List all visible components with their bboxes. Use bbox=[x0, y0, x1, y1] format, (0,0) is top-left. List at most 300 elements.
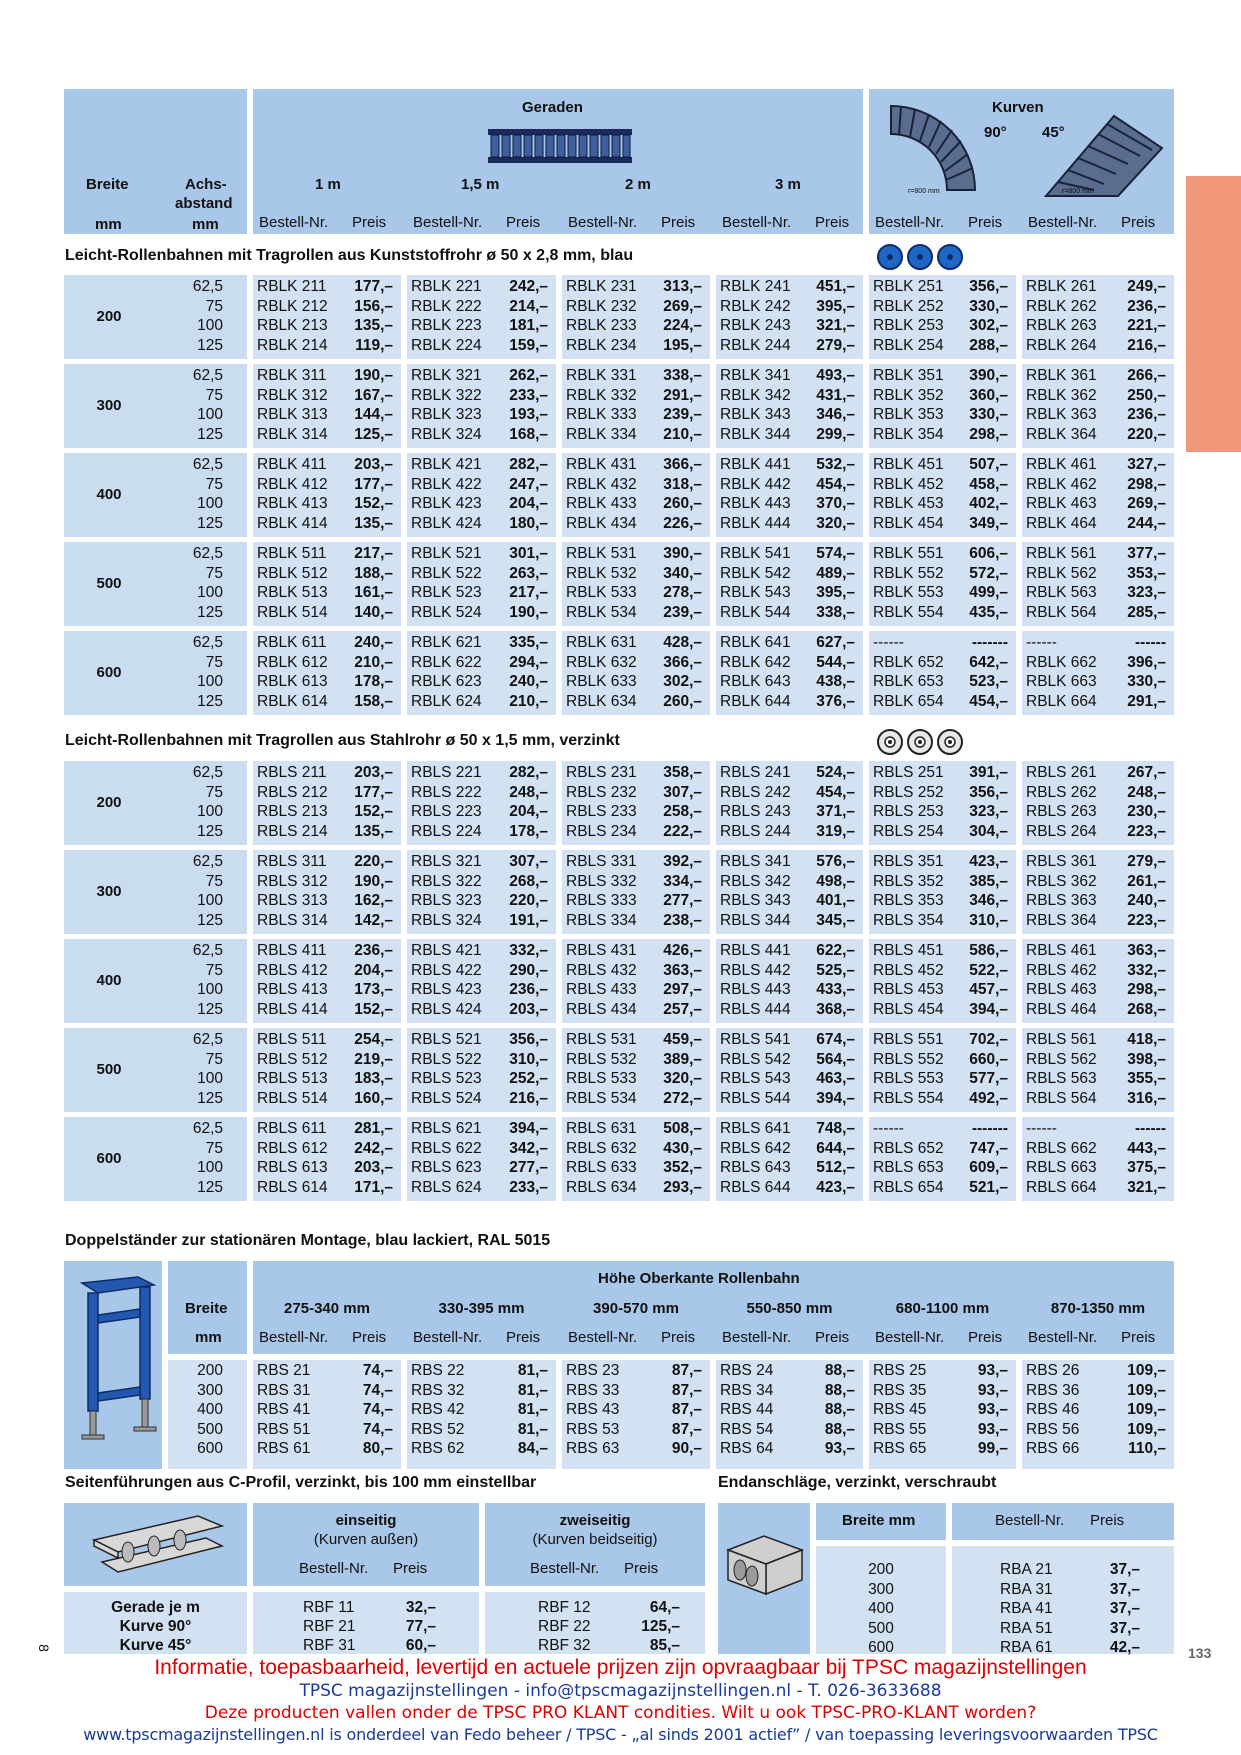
price-cell: 272,– bbox=[663, 1089, 702, 1107]
price-cell: 342,– bbox=[509, 1139, 548, 1157]
price-cell: 377,– bbox=[1127, 545, 1166, 562]
price-cell: 451,– bbox=[816, 278, 855, 295]
price-cell: 236,– bbox=[509, 981, 548, 998]
bestell-nr-cell: RBLK 323 bbox=[411, 406, 482, 423]
header-kurve-90: 90° bbox=[984, 124, 1007, 141]
price-cell: 524,– bbox=[816, 764, 855, 781]
price-cell: 327,– bbox=[1127, 456, 1166, 473]
achsabstand-value: 62,5 bbox=[192, 853, 223, 870]
achsabstand-value: 62,5 bbox=[192, 1031, 223, 1048]
bestell-nr-cell: RBLK 531 bbox=[566, 545, 637, 562]
price-cell: 258,– bbox=[663, 803, 702, 820]
bestell-nr-cell: RBLS 352 bbox=[873, 872, 944, 890]
bestell-nr-cell: RBLS 344 bbox=[720, 911, 791, 929]
price-cell: 302,– bbox=[663, 673, 702, 690]
stand-bestell-cell: RBS 66 bbox=[1026, 1440, 1080, 1457]
stand-bestell-cell: RBS 25 bbox=[873, 1362, 927, 1379]
bestell-nr-cell: RBLS 623 bbox=[411, 1159, 482, 1176]
header-bestell-col: Bestell-Nr. bbox=[722, 214, 792, 231]
bestell-nr-cell: RBLS 332 bbox=[566, 872, 637, 890]
stand-price-cell: 93,– bbox=[977, 1362, 1008, 1379]
bestell-nr-cell: RBLK 364 bbox=[1026, 425, 1097, 443]
endstop-bestell-cell: RBA 31 bbox=[1000, 1580, 1053, 1598]
price-cell: 242,– bbox=[354, 1139, 393, 1157]
price-cell: 293,– bbox=[663, 1178, 702, 1196]
bestell-nr-cell: RBLK 334 bbox=[566, 425, 637, 443]
bestell-nr-cell: RBLK 441 bbox=[720, 456, 791, 473]
bestell-nr-cell: RBLK 422 bbox=[411, 475, 482, 493]
price-cell: 376,– bbox=[816, 692, 855, 710]
achsabstand-value: 125 bbox=[197, 1178, 223, 1196]
bestell-nr-cell: RBLS 251 bbox=[873, 764, 944, 781]
price-cell: 302,– bbox=[969, 317, 1008, 334]
bestell-nr-cell: RBLK 553 bbox=[873, 584, 944, 601]
price-cell: 433,– bbox=[816, 981, 855, 998]
bestell-nr-cell: RBLS 511 bbox=[257, 1031, 327, 1048]
price-cell: 622,– bbox=[816, 942, 855, 959]
bestell-nr-cell: RBLS 542 bbox=[720, 1050, 791, 1068]
bestell-nr-cell: RBLS 521 bbox=[411, 1031, 482, 1048]
bestell-nr-cell: RBLK 634 bbox=[566, 692, 637, 710]
price-cell: 385,– bbox=[969, 872, 1008, 890]
bestell-nr-cell: RBLK 551 bbox=[873, 545, 944, 562]
price-cell: 177,– bbox=[354, 475, 393, 493]
bestell-nr-cell: RBLS 253 bbox=[873, 803, 944, 820]
bestell-nr-cell: RBLK 621 bbox=[411, 634, 482, 651]
bestell-nr-cell: RBLS 313 bbox=[257, 892, 328, 909]
bestell-nr-cell: RBLS 633 bbox=[566, 1159, 637, 1176]
stand-price-cell: 93,– bbox=[824, 1440, 855, 1457]
stand-price-cell: 110,– bbox=[1128, 1440, 1166, 1457]
price-cell: 396,– bbox=[1127, 653, 1166, 671]
achsabstand-value: 100 bbox=[197, 673, 223, 690]
bestell-nr-cell: RBLS 412 bbox=[257, 961, 328, 979]
stand-bestell-cell: RBS 63 bbox=[566, 1440, 620, 1457]
header-len-15m: 1,5 m bbox=[461, 176, 500, 193]
price-cell: 572,– bbox=[969, 564, 1008, 582]
price-cell: 230,– bbox=[1127, 803, 1166, 820]
bestell-nr-cell: RBLK 321 bbox=[411, 367, 482, 384]
bestell-nr-cell: RBLS 543 bbox=[720, 1070, 791, 1087]
price-cell: 394,– bbox=[509, 1120, 548, 1137]
bestell-nr-cell: RBLK 241 bbox=[720, 278, 791, 295]
price-cell: 368,– bbox=[816, 1000, 855, 1018]
bestell-nr-cell: RBLK 641 bbox=[720, 634, 791, 651]
bestell-nr-cell: RBLS 361 bbox=[1026, 853, 1097, 870]
price-cell: 220,– bbox=[509, 892, 548, 909]
price-cell: 390,– bbox=[663, 545, 702, 562]
price-cell: 493,– bbox=[816, 367, 855, 384]
stand-price-cell: 88,– bbox=[824, 1401, 855, 1418]
price-cell: 321,– bbox=[1127, 1178, 1166, 1196]
section2-title: Leicht-Rollenbahnen mit Tragrollen aus Stahlrohr ø 50 x 1,5 mm, verzinkt bbox=[65, 732, 620, 749]
stand-bestell-cell: RBS 23 bbox=[566, 1362, 620, 1379]
bestell-nr-cell: RBLK 624 bbox=[411, 692, 482, 710]
price-cell: 190,– bbox=[354, 872, 393, 890]
price-cell: 160,– bbox=[354, 1089, 393, 1107]
bestell-nr-cell: RBLK 623 bbox=[411, 673, 482, 690]
bestell-nr-cell: RBLK 363 bbox=[1026, 406, 1097, 423]
stand-range-label: 390-570 mm bbox=[593, 1300, 679, 1317]
bestell-nr-cell: RBLS 564 bbox=[1026, 1089, 1097, 1107]
bestell-nr-cell: RBLS 652 bbox=[873, 1139, 944, 1157]
section4-title: Seitenführungen aus C-Profil, verzinkt, bis 100 mm einstellbar bbox=[65, 1474, 537, 1491]
price-cell: 267,– bbox=[1127, 764, 1166, 781]
price-cell: 168,– bbox=[509, 425, 548, 443]
stand-price-cell: 109,– bbox=[1127, 1381, 1166, 1399]
price-cell: 240,– bbox=[509, 673, 548, 690]
stand-price-cell: 109,– bbox=[1127, 1362, 1166, 1379]
guide-row-label: Kurve 90° bbox=[119, 1618, 192, 1635]
group-breite-value: 500 bbox=[96, 1061, 122, 1078]
bestell-nr-cell: RBLS 243 bbox=[720, 803, 791, 820]
guide-price-cell: 125,– bbox=[641, 1618, 680, 1635]
price-cell: 335,– bbox=[509, 634, 548, 651]
stand-preis-label: Preis bbox=[352, 1329, 387, 1346]
price-cell: 279,– bbox=[1127, 853, 1166, 870]
bestell-nr-cell: RBLS 612 bbox=[257, 1139, 328, 1157]
bestell-nr-cell: RBLS 443 bbox=[720, 981, 791, 998]
bestell-nr-cell: RBLS 263 bbox=[1026, 803, 1097, 820]
price-cell: 454,– bbox=[816, 783, 855, 801]
price-cell: 250,– bbox=[1127, 386, 1166, 404]
price-cell: 320,– bbox=[663, 1070, 702, 1087]
price-cell: 340,– bbox=[663, 564, 702, 582]
bestell-nr-cell: RBLS 231 bbox=[566, 764, 637, 781]
price-cell: 281,– bbox=[354, 1120, 393, 1137]
bestell-nr-cell: RBLS 341 bbox=[720, 853, 791, 870]
stand-price-cell: 88,– bbox=[824, 1420, 855, 1438]
header-bestell-col: Bestell-Nr. bbox=[1028, 214, 1098, 231]
price-cell: 418,– bbox=[1127, 1031, 1166, 1048]
bestell-nr-cell: RBLS 561 bbox=[1026, 1031, 1097, 1048]
price-cell: 195,– bbox=[663, 336, 702, 354]
stand-preis-label: Preis bbox=[1121, 1329, 1156, 1346]
bestell-nr-cell: RBLS 362 bbox=[1026, 872, 1097, 890]
price-cell: 463,– bbox=[816, 1070, 855, 1087]
bestell-nr-cell: RBLK 644 bbox=[720, 692, 791, 710]
stand-price-cell: 109,– bbox=[1127, 1420, 1166, 1438]
price-cell: 499,– bbox=[969, 584, 1008, 601]
bestell-nr-cell: RBLK 521 bbox=[411, 545, 482, 562]
bestell-nr-cell: RBLK 652 bbox=[873, 653, 944, 671]
bestell-nr-cell: RBLS 621 bbox=[411, 1120, 482, 1137]
bestell-nr-cell: RBLS 531 bbox=[566, 1031, 637, 1048]
price-cell: 239,– bbox=[663, 603, 702, 621]
bestell-nr-cell: RBLK 562 bbox=[1026, 564, 1097, 582]
stand-range-label: 550-850 mm bbox=[746, 1300, 833, 1317]
header-preis-col: Preis bbox=[815, 214, 850, 231]
price-cell: 219,– bbox=[354, 1050, 393, 1068]
price-cell: 119,– bbox=[355, 336, 393, 354]
price-cell: 277,– bbox=[509, 1159, 548, 1176]
price-cell: 152,– bbox=[354, 495, 393, 512]
stand-breite-value: 600 bbox=[197, 1440, 223, 1457]
price-cell: 323,– bbox=[969, 803, 1008, 820]
bestell-nr-cell: RBLS 234 bbox=[566, 822, 637, 840]
price-cell: 544,– bbox=[816, 653, 855, 671]
bestell-nr-cell: RBLS 413 bbox=[257, 981, 328, 998]
endstop-bestell-label: Bestell-Nr. bbox=[995, 1512, 1065, 1529]
achsabstand-value: 62,5 bbox=[192, 278, 223, 295]
bestell-nr-cell: RBLK 654 bbox=[873, 692, 944, 710]
price-cell: 366,– bbox=[663, 653, 702, 671]
price-cell: 426,– bbox=[663, 942, 702, 959]
achsabstand-value: 100 bbox=[197, 1159, 223, 1176]
stand-bestell-cell: RBS 22 bbox=[411, 1362, 465, 1379]
price-cell: 203,– bbox=[354, 764, 393, 781]
price-cell: 304,– bbox=[969, 822, 1008, 840]
price-cell: 492,– bbox=[969, 1089, 1008, 1107]
stand-bestell-cell: RBS 31 bbox=[257, 1381, 311, 1399]
price-cell: 390,– bbox=[969, 367, 1008, 384]
price-cell: 358,– bbox=[663, 764, 702, 781]
achsabstand-value: 100 bbox=[197, 803, 223, 820]
bestell-nr-cell: RBLK 264 bbox=[1026, 336, 1097, 354]
stand-bestell-cell: RBS 65 bbox=[873, 1440, 927, 1457]
price-cell: 642,– bbox=[969, 653, 1008, 671]
bestell-nr-cell: RBLS 641 bbox=[720, 1120, 791, 1137]
price-cell: 307,– bbox=[509, 853, 548, 870]
price-cell: 203,– bbox=[354, 1159, 393, 1176]
endstop-price-cell: 37,– bbox=[1109, 1619, 1140, 1637]
bestell-nr-cell: RBLK 244 bbox=[720, 336, 791, 354]
price-cell: 252,– bbox=[509, 1070, 548, 1087]
bestell-nr-cell: RBLK 322 bbox=[411, 386, 482, 404]
price-cell: 334,– bbox=[663, 872, 702, 890]
price-cell: 247,– bbox=[509, 475, 548, 493]
header-bestell-col: Bestell-Nr. bbox=[568, 214, 638, 231]
price-cell: 260,– bbox=[663, 495, 702, 512]
guide-einseitig-sub: (Kurven außen) bbox=[313, 1531, 419, 1548]
bestell-nr-cell: RBLK 643 bbox=[720, 673, 791, 690]
price-cell: 298,– bbox=[969, 425, 1008, 443]
price-cell: 190,– bbox=[354, 367, 393, 384]
guide-price-cell: 77,– bbox=[405, 1618, 436, 1635]
bestell-nr-cell: RBLS 424 bbox=[411, 1000, 482, 1018]
stand-price-cell: 93,– bbox=[977, 1420, 1008, 1438]
bestell-nr-cell: RBLK 463 bbox=[1026, 495, 1097, 512]
bestell-nr-cell: RBLK 622 bbox=[411, 653, 482, 671]
header-abstand: abstand bbox=[175, 195, 233, 212]
bestell-nr-cell: RBLK 653 bbox=[873, 673, 944, 690]
price-cell: 346,– bbox=[816, 406, 855, 423]
stand-bestell-label: Bestell-Nr. bbox=[568, 1329, 638, 1346]
price-cell: 240,– bbox=[1127, 892, 1166, 909]
stand-bestell-cell: RBS 32 bbox=[411, 1381, 465, 1399]
bestell-nr-cell: RBLK 224 bbox=[411, 336, 482, 354]
stahl-roller-icons bbox=[876, 728, 966, 756]
bestell-nr-cell: RBLS 423 bbox=[411, 981, 482, 998]
bestell-nr-cell: RBLK 331 bbox=[566, 367, 637, 384]
price-cell: 152,– bbox=[354, 803, 393, 820]
bestell-nr-cell: RBLK 552 bbox=[873, 564, 944, 582]
group-breite-value: 600 bbox=[96, 664, 122, 681]
price-cell: 204,– bbox=[509, 803, 548, 820]
price-cell: 577,– bbox=[969, 1070, 1008, 1087]
achsabstand-value: 125 bbox=[197, 603, 223, 621]
price-cell: 279,– bbox=[816, 336, 855, 354]
bestell-nr-cell: RBLK 511 bbox=[257, 545, 327, 562]
price-cell: 178,– bbox=[354, 673, 393, 690]
price-cell: 178,– bbox=[509, 822, 548, 840]
bestell-nr-cell: RBLK 344 bbox=[720, 425, 791, 443]
stand-price-cell: 74,– bbox=[362, 1420, 393, 1438]
stand-bestell-cell: RBS 51 bbox=[257, 1420, 311, 1438]
bestell-nr-cell: RBLS 311 bbox=[257, 853, 327, 870]
endstop-price-cell: 37,– bbox=[1109, 1600, 1140, 1617]
stand-bestell-label: Bestell-Nr. bbox=[259, 1329, 329, 1346]
bestell-nr-cell: RBLS 321 bbox=[411, 853, 482, 870]
price-cell: 217,– bbox=[354, 545, 393, 562]
price-cell: 330,– bbox=[969, 297, 1008, 315]
footer-pro-klant: Deze producten vallen onder de TPSC PRO KLANT condities. Wilt u ook TPSC-PRO-KLANT worden? bbox=[204, 1703, 1037, 1723]
price-cell: 290,– bbox=[509, 961, 548, 979]
price-cell: 236,– bbox=[1127, 406, 1166, 423]
price-cell: 210,– bbox=[509, 692, 548, 710]
bestell-nr-cell: RBLK 342 bbox=[720, 386, 791, 404]
price-cell: 161,– bbox=[354, 584, 393, 601]
bestell-nr-cell: RBLS 654 bbox=[873, 1178, 944, 1196]
stand-bestell-cell: RBS 26 bbox=[1026, 1362, 1080, 1379]
header-breite-block bbox=[64, 89, 247, 234]
bestell-nr-cell: RBLK 554 bbox=[873, 603, 944, 621]
group-breite-value: 200 bbox=[96, 308, 122, 325]
price-cell: 216,– bbox=[1127, 336, 1166, 354]
bestell-nr-cell: RBLK 231 bbox=[566, 278, 637, 295]
price-cell: 152,– bbox=[354, 1000, 393, 1018]
page-number-left: 8 bbox=[35, 1644, 52, 1652]
price-cell: 363,– bbox=[663, 961, 702, 979]
bestell-nr-cell: RBLS 532 bbox=[566, 1050, 637, 1068]
stand-price-cell: 93,– bbox=[977, 1381, 1008, 1399]
bestell-nr-cell: RBLS 634 bbox=[566, 1178, 637, 1196]
stand-breite-label: Breite bbox=[185, 1300, 228, 1317]
price-cell: 330,– bbox=[969, 406, 1008, 423]
bestell-nr-cell: RBLS 312 bbox=[257, 872, 328, 890]
price-cell: 454,– bbox=[969, 692, 1008, 710]
bestell-nr-cell: RBLS 261 bbox=[1026, 764, 1097, 781]
bestell-nr-cell: RBLK 353 bbox=[873, 406, 944, 423]
bestell-nr-cell: RBLK 631 bbox=[566, 634, 637, 651]
price-cell: 507,– bbox=[969, 456, 1008, 473]
bestell-nr-cell: RBLK 664 bbox=[1026, 692, 1097, 710]
stand-preis-label: Preis bbox=[968, 1329, 1003, 1346]
price-cell: 156,– bbox=[354, 297, 393, 315]
price-cell: 268,– bbox=[509, 872, 548, 890]
bestell-nr-cell: RBLK 461 bbox=[1026, 456, 1097, 473]
endstop-price-cell: 37,– bbox=[1109, 1561, 1140, 1578]
bestell-nr-cell: RBLS 433 bbox=[566, 981, 637, 998]
stand-bestell-cell: RBS 36 bbox=[1026, 1381, 1080, 1399]
bestell-nr-cell: RBLS 323 bbox=[411, 892, 482, 909]
price-cell: 301,– bbox=[509, 545, 548, 562]
bestell-nr-cell: RBLS 223 bbox=[411, 803, 482, 820]
price-cell: 394,– bbox=[969, 1000, 1008, 1018]
bestell-nr-cell: RBLS 454 bbox=[873, 1000, 944, 1018]
bestell-nr-cell: RBLK 454 bbox=[873, 514, 944, 532]
price-cell: 269,– bbox=[663, 297, 702, 315]
price-cell: 319,– bbox=[816, 822, 855, 840]
price-cell: 660,– bbox=[969, 1050, 1008, 1068]
bestell-nr-cell: RBLK 431 bbox=[566, 456, 637, 473]
group-breite-value: 200 bbox=[96, 794, 122, 811]
header-bestell-col: Bestell-Nr. bbox=[413, 214, 483, 231]
bestell-nr-cell: RBLK 564 bbox=[1026, 603, 1097, 621]
price-cell: 366,– bbox=[663, 456, 702, 473]
price-cell: 316,– bbox=[1127, 1089, 1166, 1107]
bestell-nr-cell: RBLK 443 bbox=[720, 495, 791, 512]
footer-contact: TPSC magazijnstellingen - info@tpscmagazijnstellingen.nl - T. 026-3633688 bbox=[299, 1681, 942, 1701]
bestell-nr-cell: RBLS 462 bbox=[1026, 961, 1097, 979]
guide-preis-2: Preis bbox=[624, 1560, 659, 1577]
bestell-nr-cell: RBLK 253 bbox=[873, 317, 944, 334]
bestell-nr-cell: RBLK 261 bbox=[1026, 278, 1097, 295]
stand-bestell-cell: RBS 62 bbox=[411, 1440, 465, 1457]
bestell-nr-cell: RBLK 211 bbox=[257, 278, 327, 295]
bestell-nr-cell: RBLK 662 bbox=[1026, 653, 1097, 671]
achsabstand-value: 125 bbox=[197, 692, 223, 710]
stand-bestell-cell: RBS 43 bbox=[566, 1401, 620, 1418]
header-preis-col: Preis bbox=[968, 214, 1003, 231]
achsabstand-value: 100 bbox=[197, 495, 223, 512]
stand-price-cell: 81,– bbox=[517, 1401, 548, 1418]
header-r800-b: r=800 mm bbox=[1062, 188, 1094, 195]
bestell-nr-cell: RBLK 611 bbox=[257, 634, 327, 651]
bestell-nr-cell: RBLS 262 bbox=[1026, 783, 1097, 801]
price-cell: 135,– bbox=[354, 822, 393, 840]
achsabstand-value: 100 bbox=[197, 981, 223, 998]
header-len-2m: 2 m bbox=[625, 176, 651, 193]
header-r800-a: r=800 mm bbox=[908, 188, 940, 195]
bestell-nr-cell: RBLS 364 bbox=[1026, 911, 1097, 929]
price-cell: 204,– bbox=[354, 961, 393, 979]
price-cell: 321,– bbox=[816, 317, 855, 334]
bestell-nr-cell: ------ bbox=[1026, 1120, 1057, 1137]
achsabstand-value: 125 bbox=[197, 911, 223, 929]
achsabstand-value: 75 bbox=[205, 475, 223, 493]
price-cell: 525,– bbox=[816, 961, 855, 979]
bestell-nr-cell: RBLS 513 bbox=[257, 1070, 328, 1087]
group-breite-value: 500 bbox=[96, 575, 122, 592]
bestell-nr-cell: RBLK 563 bbox=[1026, 584, 1097, 601]
guide-price-cell: 64,– bbox=[649, 1599, 680, 1616]
bestell-nr-cell: RBLS 414 bbox=[257, 1000, 328, 1018]
bestell-nr-cell: RBLK 522 bbox=[411, 564, 482, 582]
stand-range-label: 275-340 mm bbox=[284, 1300, 370, 1317]
bestell-nr-cell: RBLS 611 bbox=[257, 1120, 327, 1137]
price-cell: 291,– bbox=[663, 386, 702, 404]
endstop-price-cell: 37,– bbox=[1109, 1580, 1140, 1598]
stand-bestell-cell: RBS 41 bbox=[257, 1401, 311, 1418]
price-cell: 236,– bbox=[354, 942, 393, 959]
endstop-breite-label: Breite mm bbox=[842, 1512, 916, 1529]
bestell-nr-cell: RBLK 462 bbox=[1026, 475, 1097, 493]
price-cell: 609,– bbox=[969, 1159, 1008, 1176]
price-cell: 371,– bbox=[816, 803, 855, 820]
price-cell: 297,– bbox=[663, 981, 702, 998]
stand-bestell-label: Bestell-Nr. bbox=[413, 1329, 483, 1346]
bestell-nr-cell: RBLS 331 bbox=[566, 853, 637, 870]
stand-price-cell: 81,– bbox=[517, 1420, 548, 1438]
bestell-nr-cell: RBLK 361 bbox=[1026, 367, 1097, 384]
stand-icon bbox=[78, 1275, 158, 1445]
bestell-nr-cell: RBLK 413 bbox=[257, 495, 328, 512]
price-cell: 268,– bbox=[1127, 1000, 1166, 1018]
stand-breite-value: 400 bbox=[197, 1401, 223, 1418]
guide-price-cell: 85,– bbox=[649, 1637, 680, 1654]
guide-bestell-cell: RBF 12 bbox=[538, 1599, 591, 1616]
